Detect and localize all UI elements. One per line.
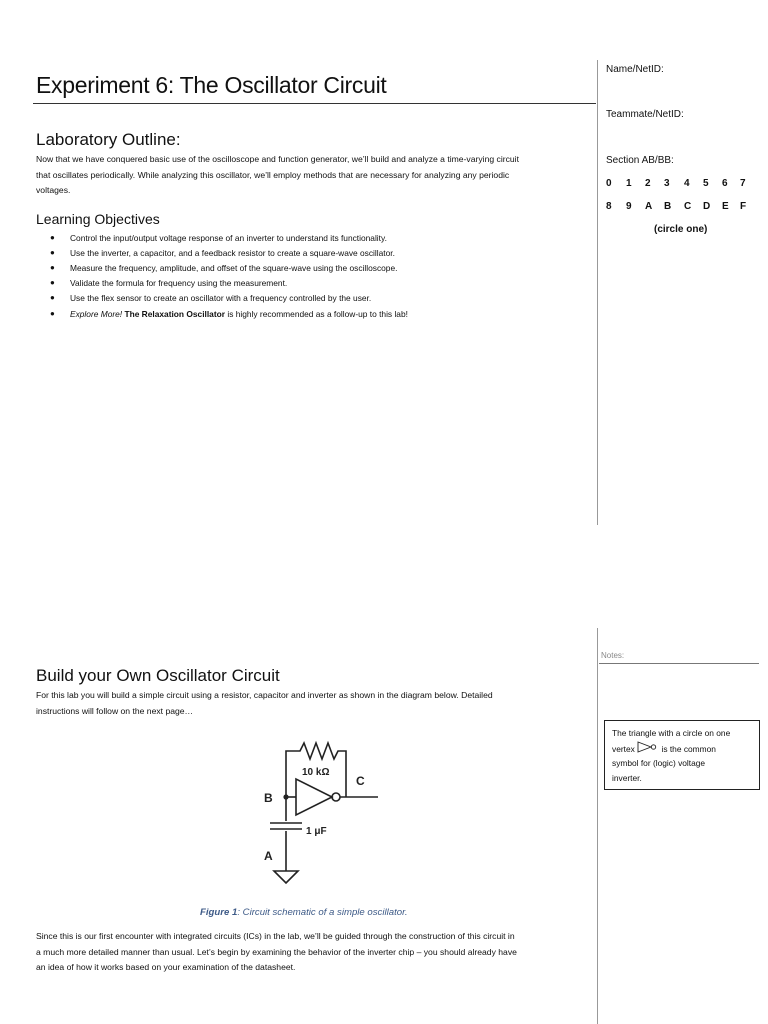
name-netid-label: Name/NetID: — [606, 64, 664, 75]
body-paragraph — [36, 929, 596, 976]
objective-bullet: ● — [50, 233, 55, 242]
figure-caption — [200, 907, 408, 918]
intro-line: instructions will follow on the next page… — [36, 705, 194, 716]
callout-line2-suffix: is the common — [661, 743, 716, 754]
figure-number: Figure 1 — [200, 907, 238, 918]
callout-line: inverter. — [612, 772, 642, 783]
node-a-label: A — [264, 849, 273, 863]
title-divider — [33, 103, 596, 104]
node-c-label: C — [356, 774, 365, 788]
page-title: Experiment 6: The Oscillator Circuit — [36, 72, 387, 98]
section-option[interactable]: 1 — [626, 178, 632, 189]
section-options-row-2 — [606, 201, 766, 215]
callout-line: The triangle with a circle on one — [612, 728, 731, 738]
section-option[interactable]: 2 — [645, 178, 651, 189]
sidebar-divider-top — [597, 60, 598, 525]
objective-item: Control the input/output voltage response of an inverter to understand its functionality. — [70, 233, 387, 243]
notes-divider — [599, 663, 759, 664]
body-line: Since this is our first encounter with integrated circuits (ICs) in the lab, we’ll be guided through the construction of this circuit in — [36, 931, 515, 941]
section-option[interactable]: 9 — [626, 201, 632, 212]
objectives-heading: Learning Objectives — [36, 211, 160, 227]
section-option[interactable]: 0 — [606, 178, 612, 189]
teammate-netid-label: Teammate/NetID: — [606, 109, 684, 120]
inverter-callout-text — [612, 726, 754, 785]
section-options-row-1 — [606, 178, 766, 192]
resistor-label: 10 kΩ — [302, 767, 330, 778]
build-heading: Build your Own Oscillator Circuit — [36, 666, 280, 685]
objective-bullet: ● — [50, 263, 55, 272]
callout-line2-prefix: vertex — [612, 743, 635, 754]
section-option[interactable]: F — [740, 201, 747, 212]
callout-line: symbol for (logic) voltage — [612, 758, 706, 768]
section-option[interactable]: E — [722, 201, 729, 212]
objective-item: Use the inverter, a capacitor, and a feedback resistor to create a square-wave oscillator. — [70, 248, 395, 258]
figure-caption-text: : Circuit schematic of a simple oscillator. — [237, 907, 408, 918]
circle-one-note: (circle one) — [654, 224, 708, 235]
relaxation-oscillator-label: The Relaxation Oscillator — [124, 309, 225, 319]
objective-item: Use the flex sensor to create an oscillator with a frequency controlled by the user. — [70, 293, 372, 303]
outline-paragraph — [36, 152, 596, 199]
intro-line: For this lab you will build a simple circuit using a resistor, capacitor and inverter as shown in the diagram below. Detailed — [36, 690, 493, 700]
section-option[interactable]: B — [664, 201, 672, 212]
objective-bullet: ● — [50, 248, 55, 257]
objective-bullet: ● — [50, 278, 55, 287]
section-option[interactable]: 4 — [684, 178, 690, 189]
outline-line: voltages. — [36, 185, 71, 196]
section-option[interactable]: 5 — [703, 178, 709, 189]
objective-bullet: ● — [50, 293, 55, 302]
outline-line: Now that we have conquered basic use of the oscilloscope and function generator, we’ll build and analyze a time-varying circuit — [36, 154, 519, 164]
section-option[interactable]: 7 — [740, 178, 746, 189]
capacitor-label: 1 μF — [306, 826, 327, 837]
inverter-icon — [296, 779, 332, 815]
section-option[interactable]: D — [703, 201, 711, 212]
section-option[interactable]: 8 — [606, 201, 612, 212]
build-intro — [36, 688, 596, 719]
section-option[interactable]: 6 — [722, 178, 728, 189]
objective-item-explore — [70, 309, 408, 319]
section-option[interactable]: 3 — [664, 178, 670, 189]
oscillator-schematic — [250, 735, 410, 895]
inverter-symbol-icon — [637, 741, 659, 753]
explore-more-label: Explore More! — [70, 309, 123, 319]
section-label: Section AB/BB: — [606, 155, 674, 166]
notes-label: Notes: — [601, 651, 625, 660]
body-line: an idea of how it works based on your examination of the datasheet. — [36, 962, 296, 973]
objective-bullet: ● — [50, 309, 55, 318]
objective-item: Validate the formula for frequency using the measurement. — [70, 278, 288, 288]
ground-icon — [274, 871, 298, 883]
section-option[interactable]: A — [645, 201, 653, 212]
section-option[interactable]: C — [684, 201, 692, 212]
outline-line: that oscillates periodically. While analyzing this oscillator, we’ll employ methods that are necessary for analyzing any periodic — [36, 169, 510, 180]
explore-more-rest: is highly recommended as a follow-up to this lab! — [225, 309, 408, 319]
outline-heading: Laboratory Outline: — [36, 130, 181, 149]
objective-item: Measure the frequency, amplitude, and offset of the square-wave using the oscilloscope. — [70, 263, 398, 273]
sidebar-divider-bottom — [597, 628, 598, 1024]
callout-line — [612, 741, 754, 757]
node-b-label: B — [264, 791, 273, 805]
body-line: a much more detailed manner than usual. Let’s begin by examining the behavior of the inverter chip – you should already have — [36, 946, 517, 957]
